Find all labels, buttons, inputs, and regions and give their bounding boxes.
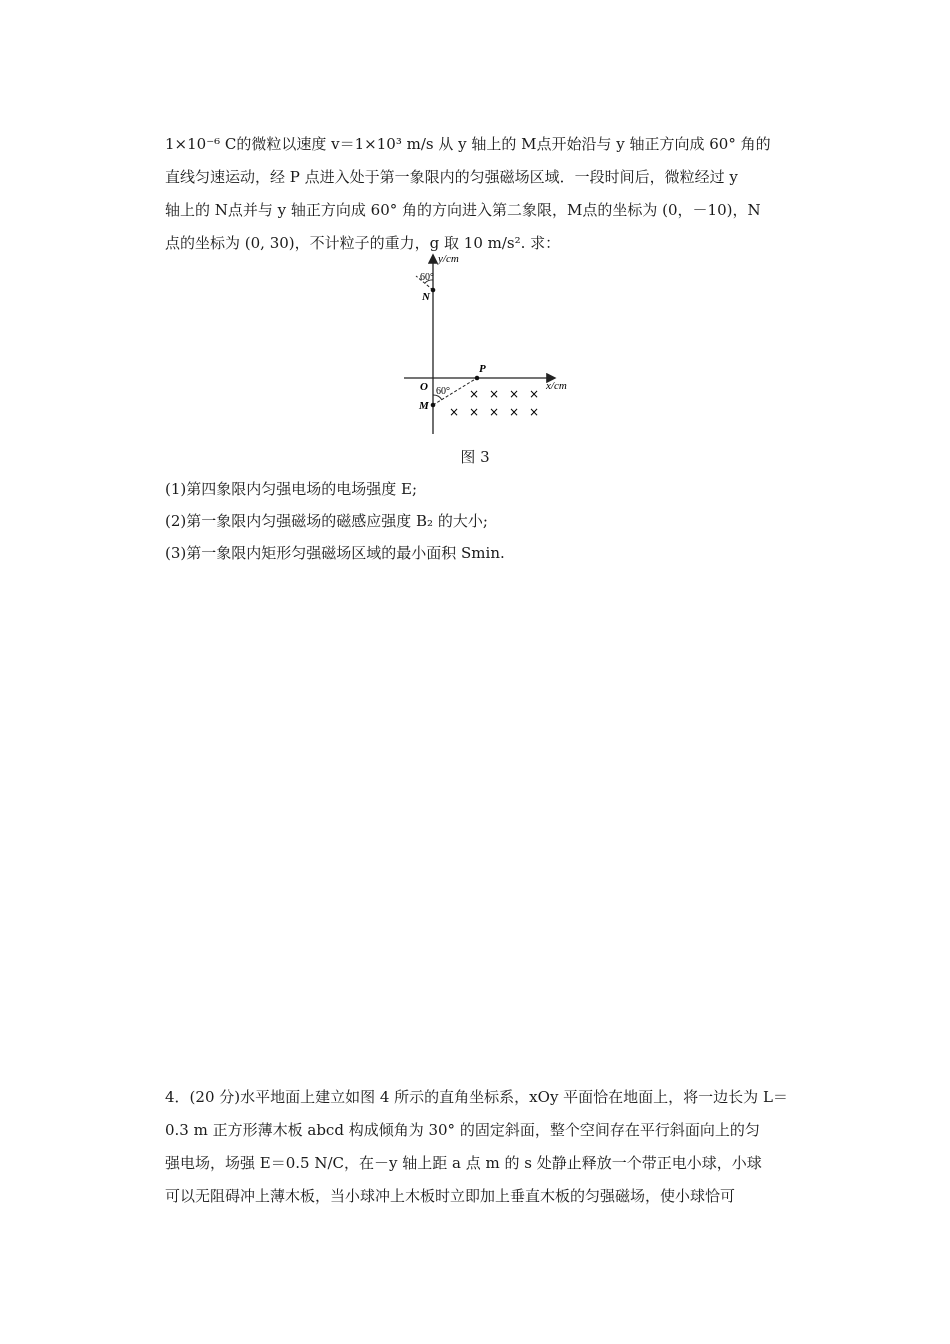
point-n xyxy=(431,288,436,293)
y-axis-label: y/cm xyxy=(438,253,459,265)
text-line: 可以无阻碍冲上薄木板，当小球冲上木板时立即加上垂直木板的匀强磁场，使小球恰可 xyxy=(165,1187,736,1205)
sub-question-3: (3)第一象限内矩形匀强磁场区域的最小面积 Smin. xyxy=(165,544,505,562)
point-m xyxy=(431,403,436,408)
field-mark: × xyxy=(489,405,500,419)
x-axis-label: x/cm xyxy=(546,380,567,392)
figure-caption: 图 3 xyxy=(460,448,490,466)
text-line: 1×10⁻⁶ C的微粒以速度 v＝1×10³ m/s 从 y 轴上的 M点开始沿与 y 轴正方向成 60° 角的 xyxy=(165,135,771,153)
sub-question-2: (2)第一象限内匀强磁场的磁感应强度 B₂ 的大小; xyxy=(165,512,488,530)
text-line: 点的坐标为 (0, 30)，不计粒子的重力，g 取 10 m/s². 求： xyxy=(165,234,561,252)
point-n-label: N xyxy=(422,291,430,303)
text-line: 直线匀速运动，经 P 点进入处于第一象限内的匀强磁场区域．一段时间后，微粒经过 y xyxy=(165,168,738,186)
angle-top-label: 60° xyxy=(420,272,434,283)
problem3-text xyxy=(165,128,815,260)
point-p-label: P xyxy=(479,363,486,375)
text-line: 轴上的 N点并与 y 轴正方向成 60° 角的方向进入第二象限，M点的坐标为 (0，－10)，N xyxy=(165,201,761,219)
sub-question-1: (1)第四象限内匀强电场的电场强度 E; xyxy=(165,480,418,498)
angle-bottom-label: 60° xyxy=(436,386,450,397)
field-mark: × xyxy=(469,387,480,401)
origin-label: O xyxy=(420,381,428,393)
text-line: 4．(20 分)水平地面上建立如图 4 所示的直角坐标系，xOy 平面恰在地面上，将一边长为 L＝ xyxy=(165,1088,788,1106)
field-mark: × xyxy=(529,405,540,419)
field-mark: × xyxy=(509,387,520,401)
field-mark: × xyxy=(449,405,460,419)
coordinate-diagram xyxy=(398,252,578,437)
problem4-text xyxy=(165,1081,815,1213)
figure-3-diagram xyxy=(398,252,578,437)
point-p xyxy=(475,376,480,381)
field-mark: × xyxy=(509,405,520,419)
text-line: 0.3 m 正方形薄木板 abcd 构成倾角为 30° 的固定斜面，整个空间存在平行斜面向上的匀 xyxy=(165,1121,760,1139)
text-line: 强电场，场强 E＝0.5 N/C，在－y 轴上距 a 点 m 的 s 处静止释放一个带正电小球，小球 xyxy=(165,1154,762,1172)
field-mark: × xyxy=(529,387,540,401)
point-m-label: M xyxy=(419,400,429,412)
field-mark: × xyxy=(469,405,480,419)
field-mark: × xyxy=(489,387,500,401)
